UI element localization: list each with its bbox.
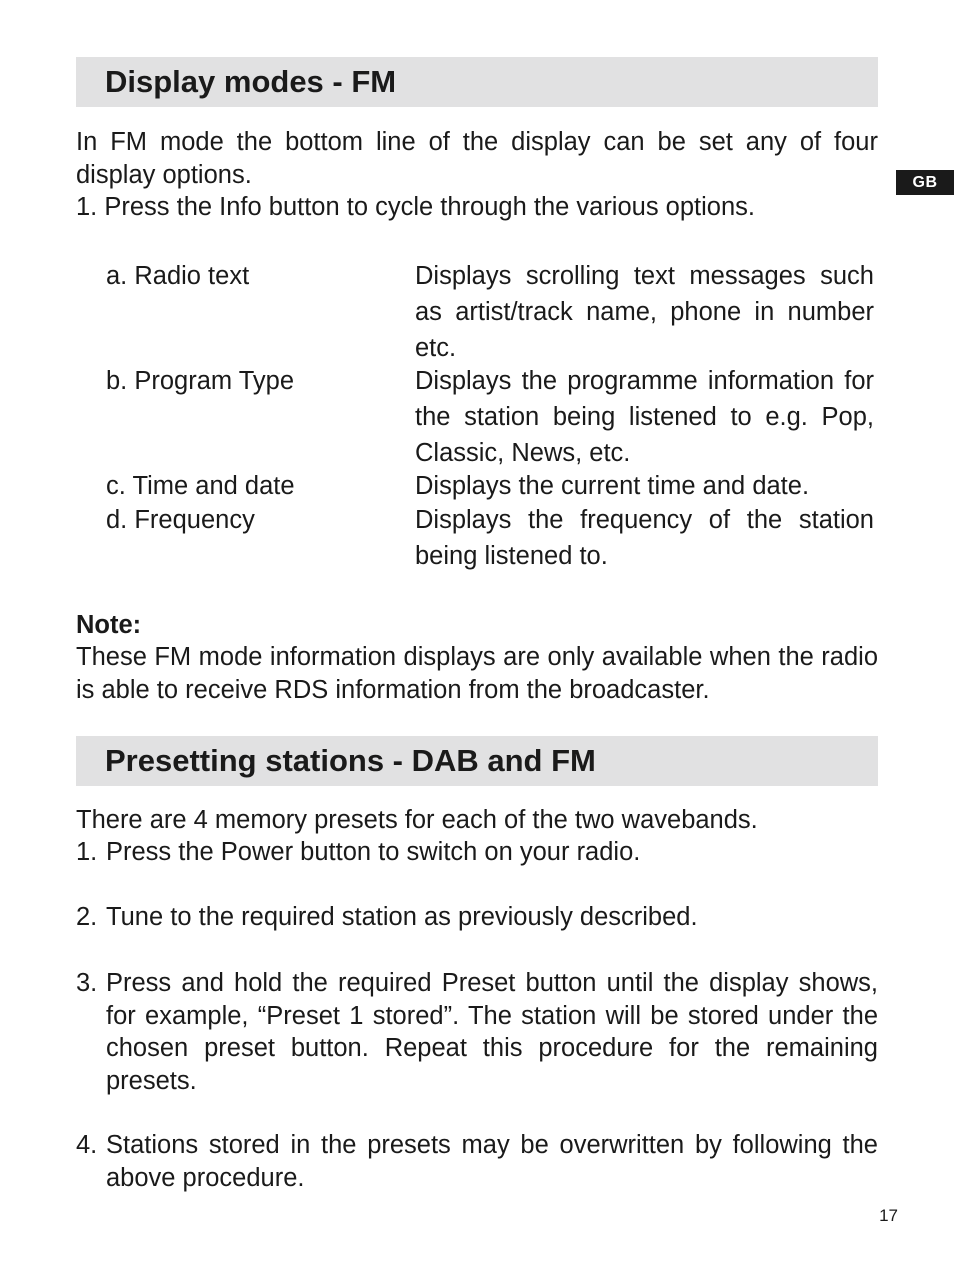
- option-desc-frequency: Displays the frequency of the station being listened to.: [415, 506, 874, 570]
- step-text: Press and hold the required Preset button until the display shows, for example, “Preset 1 stored”. The station will be stored under the chosen preset button. Repeat this procedure for the remaining presets.: [106, 969, 878, 1095]
- note-title: Note:: [76, 611, 142, 639]
- presets-intro: There are 4 memory presets for each of the two wavebands.: [76, 806, 758, 834]
- option-desc-time-date: Displays the current time and date.: [415, 472, 810, 500]
- display-modes-intro: In FM mode the bottom line of the display can be set any of four display options.: [76, 128, 878, 189]
- option-label-frequency: d. Frequency: [106, 506, 255, 534]
- section-heading-presetting-stations: [76, 736, 878, 786]
- step-number: 2.: [76, 903, 98, 931]
- language-tab-gb: GB: [896, 170, 954, 195]
- section-heading-display-modes: [76, 57, 878, 107]
- step-text: Tune to the required station as previously described.: [106, 903, 698, 931]
- page-number: 17: [879, 1206, 898, 1225]
- option-label-radio-text: a. Radio text: [106, 262, 250, 290]
- step-number: 4.: [76, 1131, 98, 1159]
- section-title: Display modes - FM: [105, 64, 397, 99]
- step-text: Press the Power button to switch on your radio.: [106, 838, 641, 866]
- section-title: Presetting stations - DAB and FM: [105, 743, 596, 778]
- option-desc-program-type: Displays the programme information for the station being listened to e.g. Pop, Classic, News, etc.: [415, 367, 874, 467]
- option-label-program-type: b. Program Type: [106, 367, 295, 395]
- step-number: 3.: [76, 969, 98, 997]
- option-desc-radio-text: Displays scrolling text messages such as artist/track name, phone in number etc.: [415, 262, 874, 362]
- note-text: These FM mode information displays are only available when the radio is able to receive RDS information from the broadcaster.: [76, 643, 878, 704]
- option-label-time-date: c. Time and date: [106, 472, 295, 500]
- step-text: Stations stored in the presets may be overwritten by following the above procedure.: [106, 1131, 878, 1192]
- display-modes-step-1: 1. Press the Info button to cycle through the various options.: [76, 193, 755, 221]
- step-number: 1.: [76, 838, 98, 866]
